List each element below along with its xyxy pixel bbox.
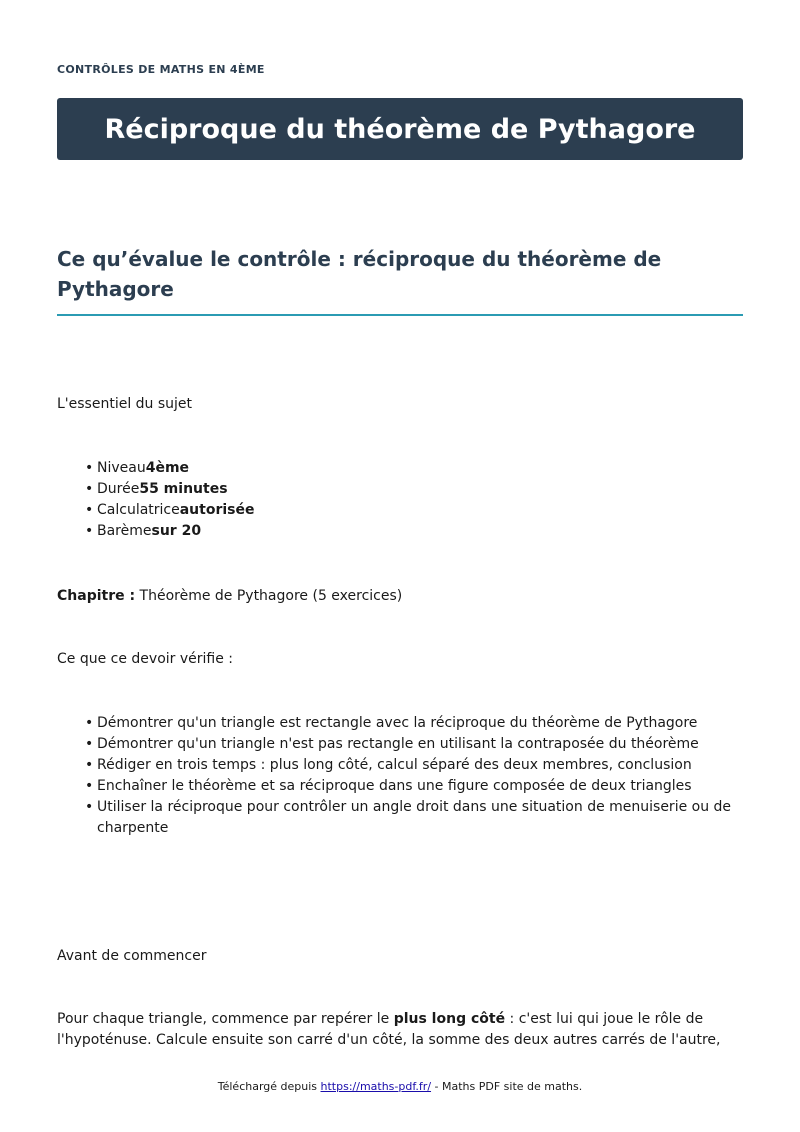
list-item: • Démontrer qu'un triangle est rectangle avec la réciproque du théorème de Pythagore	[97, 713, 743, 734]
list-item: • Niveau4ème	[97, 458, 743, 479]
essentiel-heading: L'essentiel du sujet	[57, 396, 193, 412]
list-item: • Durée55 minutes	[97, 479, 743, 500]
list-item: • Enchaîner le théorème et sa réciproque dans une figure composée de deux triangles	[97, 776, 743, 797]
chapitre-label: Chapitre :	[57, 588, 136, 604]
list-item: • Rédiger en trois temps : plus long côté, calcul séparé des deux membres, conclusion	[97, 755, 743, 776]
essentiel-list	[57, 458, 743, 542]
chapitre-value: Théorème de Pythagore (5 exercices)	[135, 588, 403, 604]
verifie-list	[57, 713, 743, 839]
series-kicker: CONTRÔLES DE MATHS EN 4ÈME	[57, 63, 265, 76]
section-title: Ce qu’évalue le contrôle : réciproque du théorème de Pythagore	[57, 244, 743, 316]
source-link[interactable]: https://maths-pdf.fr/	[320, 1080, 432, 1093]
list-item: • Calculatriceautorisée	[97, 500, 743, 521]
avant-heading: Avant de commencer	[57, 948, 207, 964]
avant-paragraph: Pour chaque triangle, commence par repérer le plus long côté : c'est lui qui joue le rôle de l'hypoténuse. Calcule ensuite son carré d'un côté, la somme des deux autres carrés de l'autre,	[57, 1011, 721, 1048]
chapitre-line	[57, 586, 743, 607]
footer-prefix: Téléchargé depuis	[217, 1080, 321, 1093]
title-banner	[57, 98, 743, 160]
list-item: • Barèmesur 20	[97, 521, 743, 542]
list-item: • Démontrer qu'un triangle n'est pas rectangle en utilisant la contraposée du théorème	[97, 734, 743, 755]
footer	[0, 1080, 800, 1093]
list-item: • Utiliser la réciproque pour contrôler un angle droit dans une situation de menuiserie ou de charpente	[97, 797, 743, 839]
verifie-heading: Ce que ce devoir vérifie :	[57, 651, 234, 667]
footer-suffix: - Maths PDF site de maths.	[431, 1080, 583, 1093]
page-title: Réciproque du théorème de Pythagore	[104, 113, 696, 145]
